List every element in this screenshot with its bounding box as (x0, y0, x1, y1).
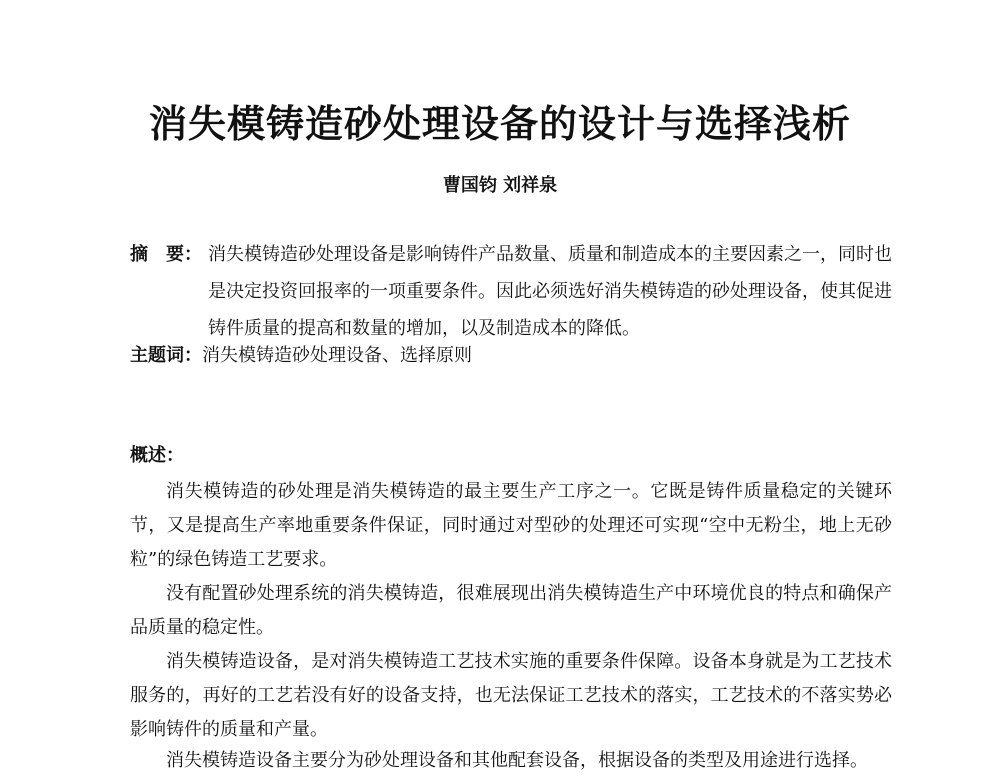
abstract-label: 摘 要： (130, 244, 202, 265)
keywords-label: 主题词： (130, 345, 202, 366)
keywords-section (130, 340, 900, 372)
abstract-row (130, 236, 900, 347)
body-paragraph: 没有配置砂处理系统的消失模铸造，很难展现出消失模铸造生产中环境优良的特点和确保产品质量的稳定性。 (130, 583, 892, 638)
body-paragraph: 消失模铸造的砂处理是消失模铸造的最主要生产工序之一。它既是铸件质量稳定的关键环节，又是提高生产率地重要条件保证，同时通过对型砂的处理还可实现“空中无粉尘，地上无砂粒”的绿色铸造工艺要求。 (130, 481, 892, 570)
section-heading: 概述： (130, 445, 184, 466)
abstract-section (130, 236, 900, 347)
keywords-text: 消失模铸造砂处理设备、选择原则 (202, 345, 472, 366)
abstract-text: 消失模铸造砂处理设备是影响铸件产品数量、质量和制造成本的主要因素之一，同时也是决定投资回报率的一项重要条件。因此必须选好消失模铸造的砂处理设备，使其促进铸件质量的提高和数量的增加，以及制造成本的降低。 (208, 244, 892, 339)
paper-authors: 曹国钧 刘祥泉 (442, 175, 558, 196)
body-text (130, 475, 892, 747)
partial-line: 消失模铸造设备主要分为砂处理设备和其他配套设备，根据设备的类型及用途进行选择。 (166, 750, 868, 771)
body-paragraph: 消失模铸造设备，是对消失模铸造工艺技术实施的重要条件保障。设备本身就是为工艺技术服务的，再好的工艺若没有好的设备支持，也无法保证工艺技术的落实，工艺技术的不落实势必影响铸件的质量和产量。 (130, 651, 892, 740)
paper-title: 消失模铸造砂处理设备的设计与选择浅析 (148, 101, 851, 146)
